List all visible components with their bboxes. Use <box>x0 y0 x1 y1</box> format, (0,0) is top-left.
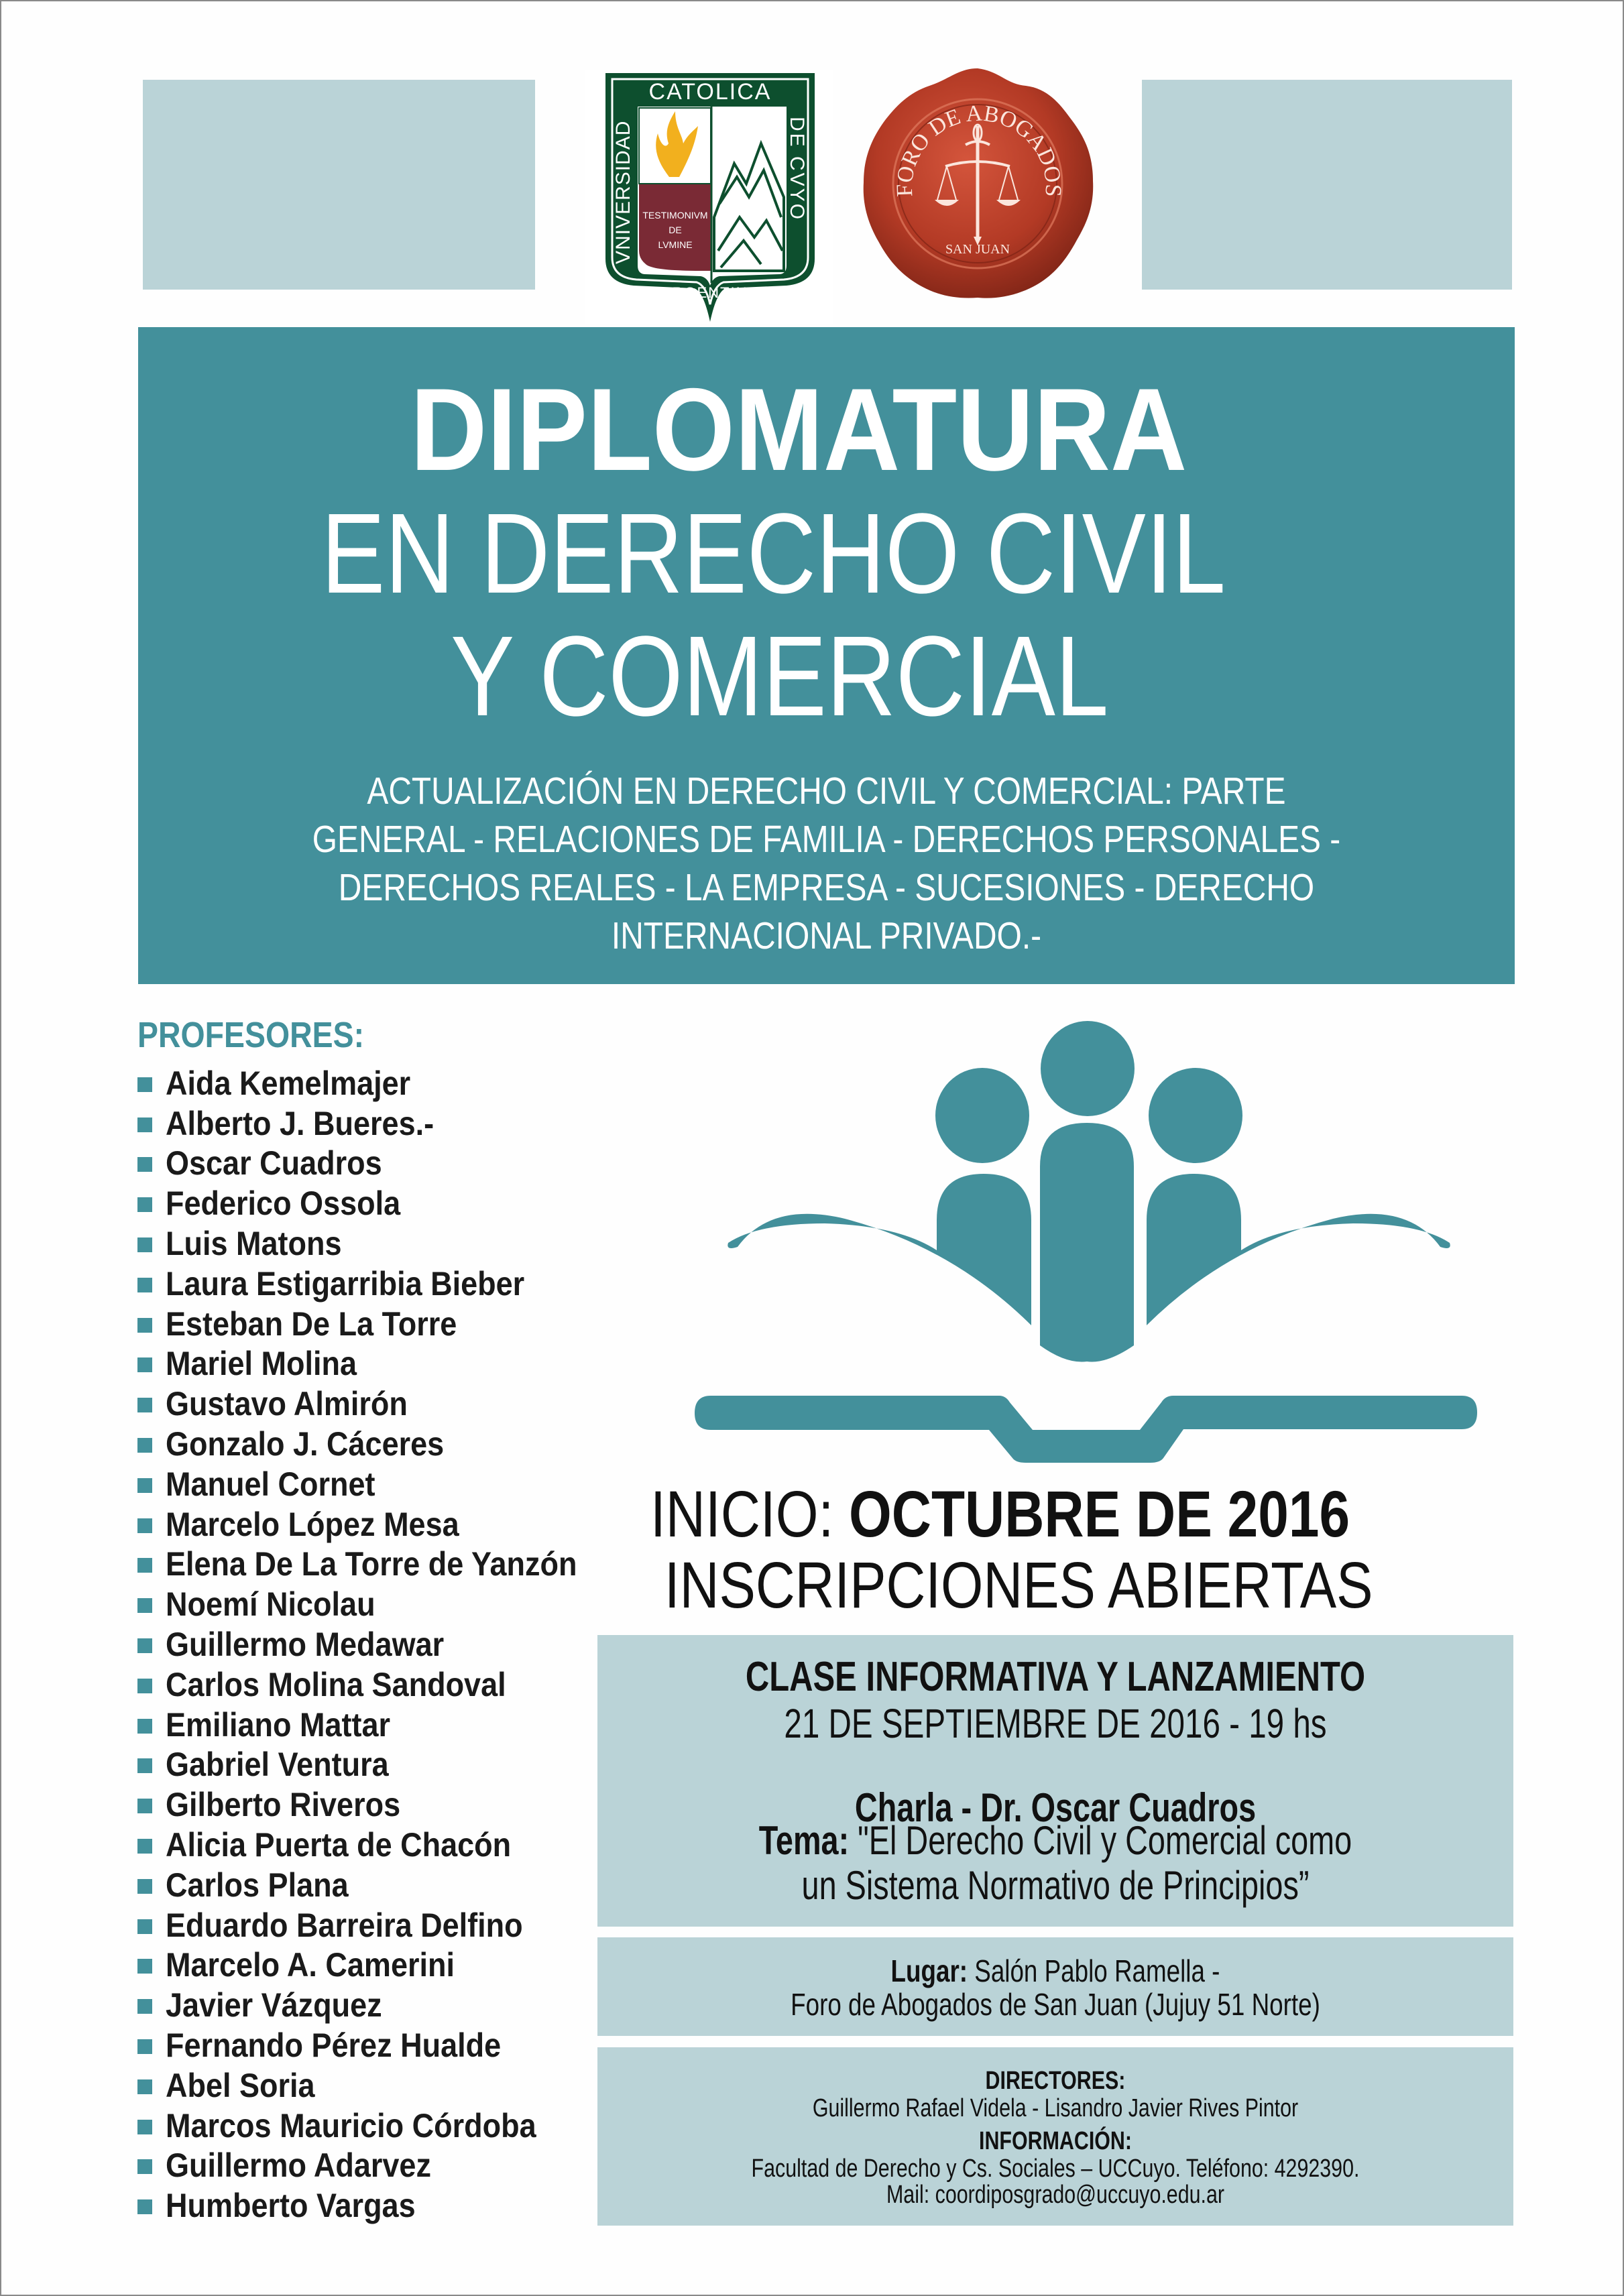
professor-item <box>137 1945 623 1986</box>
banner-title: DIPLOMATURA <box>410 365 1187 495</box>
square-bullet-icon <box>137 1758 152 1773</box>
talk-topic-line2: un Sistema Normativo de Principios” <box>801 1863 1310 1908</box>
professor-name: Esteban De La Torre <box>166 1305 457 1343</box>
professor-item <box>137 1464 623 1504</box>
venue-line2: Foro de Abogados de San Juan (Jujuy 51 Norte) <box>791 1987 1320 2022</box>
professor-item <box>137 1103 623 1144</box>
professor-name: Manuel Cornet <box>166 1465 375 1503</box>
professor-item <box>137 1665 623 1705</box>
square-bullet-icon <box>137 1598 152 1613</box>
professor-item <box>137 2065 623 2106</box>
crest-right-text: DE CVYO <box>786 117 808 222</box>
square-bullet-icon <box>137 1799 152 1813</box>
venue-label: Lugar: <box>890 1953 968 1988</box>
square-bullet-icon <box>137 2039 152 2054</box>
professor-name: Guillermo Adarvez <box>166 2147 431 2185</box>
banner-description-line: DERECHOS REALES - LA EMPRESA - SUCESIONES - DERECHO <box>338 866 1315 909</box>
professor-name: Carlos Molina Sandoval <box>166 1665 506 1703</box>
professor-name: Gonzalo J. Cáceres <box>166 1425 445 1463</box>
university-crest-logo <box>585 70 833 324</box>
square-bullet-icon <box>137 1558 152 1573</box>
start-label: INICIO: <box>650 1477 834 1551</box>
square-bullet-icon <box>137 1117 152 1132</box>
professor-item <box>137 1584 623 1624</box>
seal-bottom-text: SAN JUAN <box>945 242 1010 257</box>
venue-line1 <box>689 1955 1422 1986</box>
square-bullet-icon <box>137 1318 152 1333</box>
professor-name: Marcelo López Mesa <box>166 1505 459 1543</box>
square-bullet-icon <box>137 1919 152 1934</box>
professor-name: Guillermo Medawar <box>166 1626 445 1664</box>
header-left-box <box>143 80 535 290</box>
professor-item <box>137 2185 623 2226</box>
professor-item <box>137 1144 623 1184</box>
square-bullet-icon <box>137 1157 152 1172</box>
directors-label: DIRECTORES: <box>985 2067 1126 2095</box>
start-line <box>650 1477 1350 1551</box>
crest-top-text: CATOLICA <box>648 79 772 105</box>
professor-item <box>137 1504 623 1545</box>
professor-item <box>137 1705 623 1745</box>
professor-name: Alicia Puerta de Chacón <box>166 1826 512 1864</box>
professor-name: Eduardo Barreira Delfino <box>166 1906 523 1944</box>
professor-name: Federico Ossola <box>166 1185 401 1223</box>
professor-item <box>137 1985 623 2025</box>
square-bullet-icon <box>137 2079 152 2094</box>
square-bullet-icon <box>137 1438 152 1453</box>
professor-name: Carlos Plana <box>166 1866 349 1904</box>
professor-item <box>137 1183 623 1223</box>
square-bullet-icon <box>137 1959 152 1974</box>
square-bullet-icon <box>137 2159 152 2174</box>
professor-item <box>137 2146 623 2186</box>
info-session-title: CLASE INFORMATIVA Y LANZAMIENTO <box>745 1654 1366 1700</box>
professor-name: Luis Matons <box>166 1225 342 1263</box>
professor-name: Javier Vázquez <box>166 1986 382 2025</box>
professor-item <box>137 2106 623 2146</box>
registration-status: INSCRIPCIONES ABIERTAS <box>664 1549 1373 1622</box>
banner-description-line: INTERNACIONAL PRIVADO.- <box>611 914 1042 957</box>
square-bullet-icon <box>137 1839 152 1854</box>
professor-item <box>137 1424 623 1464</box>
start-date: OCTUBRE DE 2016 <box>849 1477 1350 1551</box>
square-bullet-icon <box>137 1478 152 1493</box>
square-bullet-icon <box>137 1398 152 1412</box>
professor-item <box>137 1264 623 1304</box>
professor-item <box>137 1624 623 1665</box>
square-bullet-icon <box>137 1237 152 1252</box>
professor-item <box>137 1223 623 1264</box>
professor-item <box>137 1745 623 1785</box>
professor-name: Mariel Molina <box>166 1345 357 1383</box>
professors-heading: PROFESORES: <box>137 1015 365 1055</box>
community-book-icon <box>691 1012 1482 1475</box>
square-bullet-icon <box>137 1077 152 1092</box>
professor-item <box>137 1825 623 1865</box>
professor-name: Marcos Mauricio Córdoba <box>166 2106 536 2144</box>
talk-speaker: Charla - Dr. Oscar Cuadros <box>854 1785 1257 1830</box>
professor-name: Elena De La Torre de Yanzón <box>166 1545 577 1583</box>
crest-left-text: VNIVERSIDAD <box>612 120 634 264</box>
professor-item <box>137 1545 623 1585</box>
directors-names: Guillermo Rafael Videla - Lisandro Javier Rives Pintor <box>812 2094 1299 2122</box>
professor-item <box>137 1344 623 1384</box>
professor-item <box>137 1304 623 1344</box>
professor-name: Laura Estigarribia Bieber <box>166 1264 525 1303</box>
talk-topic-line1 <box>698 1818 1412 1863</box>
topic-text: "El Derecho Civil y Comercial como <box>849 1818 1352 1863</box>
square-bullet-icon <box>137 1518 152 1533</box>
professor-name: Gabriel Ventura <box>166 1746 389 1784</box>
square-bullet-icon <box>137 1278 152 1292</box>
venue-name: Salón Pablo Ramella - <box>968 1953 1220 1988</box>
information-label: INFORMACIÓN: <box>979 2127 1132 2155</box>
square-bullet-icon <box>137 1999 152 2014</box>
professor-name: Noemí Nicolau <box>166 1585 375 1624</box>
professor-item <box>137 1865 623 1905</box>
professor-name: Aida Kemelmajer <box>166 1064 411 1102</box>
professor-name: Fernando Pérez Hualde <box>166 2027 502 2065</box>
banner-description-line: ACTUALIZACIÓN EN DERECHO CIVIL Y COMERCIAL: PARTE <box>367 770 1286 812</box>
info-session-datetime: 21 DE SEPTIEMBRE DE 2016 - 19 hs <box>784 1701 1327 1746</box>
topic-label: Tema: <box>758 1818 850 1863</box>
professor-name: Oscar Cuadros <box>166 1144 382 1183</box>
professors-list <box>137 1063 623 2226</box>
banner-subtitle-line2: Y COMERCIAL <box>451 613 1109 740</box>
square-bullet-icon <box>137 2120 152 2134</box>
contact-email[interactable]: Mail: coordiposgrado@uccuyo.edu.ar <box>886 2181 1225 2209</box>
professor-item <box>137 1384 623 1424</box>
square-bullet-icon <box>137 1879 152 1894</box>
header-right-box <box>1142 80 1512 290</box>
professor-name: Abel Soria <box>166 2066 315 2104</box>
information-details: Facultad de Derecho y Cs. Sociales – UCCuyo. Teléfono: 4292390. <box>751 2155 1360 2183</box>
square-bullet-icon <box>137 1357 152 1372</box>
professor-name: Emiliano Mattar <box>166 1705 391 1744</box>
professor-name: Gustavo Almirón <box>166 1385 408 1423</box>
professor-item <box>137 1785 623 1825</box>
crest-motto-1: TESTIMONIVM <box>642 210 708 221</box>
square-bullet-icon <box>137 1679 152 1693</box>
professor-name: Gilberto Riveros <box>166 1786 401 1824</box>
professor-item <box>137 2025 623 2065</box>
professor-name: Marcelo A. Camerini <box>166 1946 455 1984</box>
banner-subtitle-line1: EN DERECHO CIVIL <box>321 490 1226 617</box>
square-bullet-icon <box>137 2199 152 2214</box>
foro-abogados-seal-logo <box>858 66 1097 302</box>
crest-bottom-text: ARGENTINA <box>660 284 760 301</box>
square-bullet-icon <box>137 1197 152 1212</box>
square-bullet-icon <box>137 1719 152 1734</box>
seal-arc-text: FORO DE ABOGADOS <box>892 101 1066 198</box>
crest-motto-2: DE <box>669 225 682 235</box>
crest-motto-3: LVMINE <box>658 239 693 250</box>
square-bullet-icon <box>137 1638 152 1653</box>
professor-name: Humberto Vargas <box>166 2187 416 2225</box>
professor-name: Alberto J. Bueres.- <box>166 1104 434 1142</box>
professor-item <box>137 1905 623 1945</box>
professor-item <box>137 1063 623 1103</box>
banner-description-line: GENERAL - RELACIONES DE FAMILIA - DERECHOS PERSONALES - <box>312 818 1341 861</box>
